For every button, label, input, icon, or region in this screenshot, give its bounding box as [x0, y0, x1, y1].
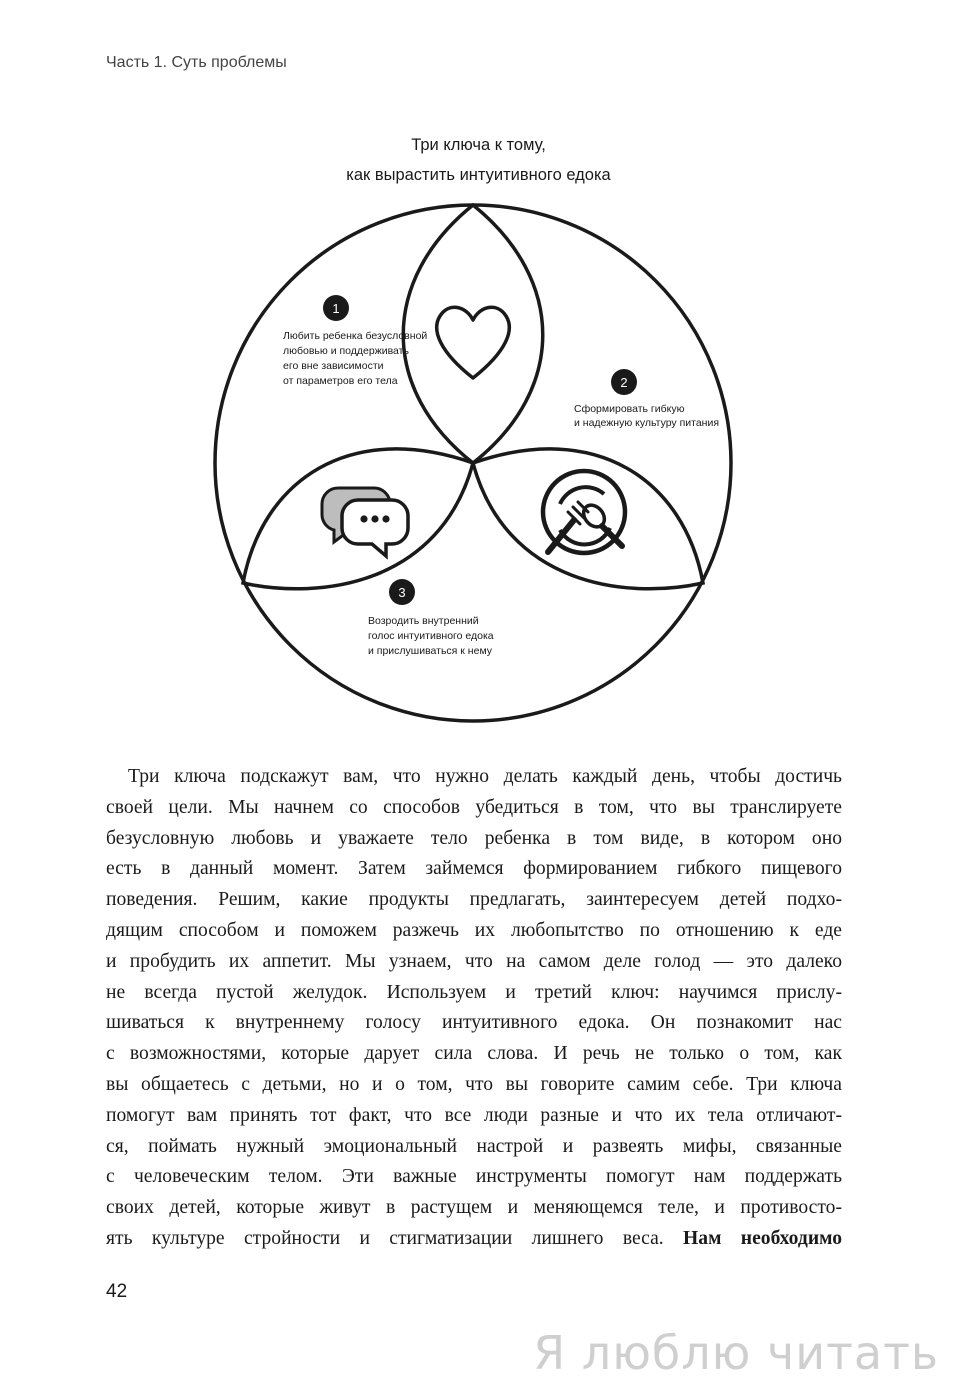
figure-title-line-1: Три ключа к тому,: [411, 136, 546, 154]
key-2-line: и надежную культуру питания: [574, 417, 720, 429]
body-line: своей цели. Мы начнем со способов убедиться в том, что вы транслируете: [106, 796, 842, 818]
body-line: есть в данный момент. Затем займемся формированием гибкого пищевого: [106, 858, 842, 880]
key-3-line: и прислушиваться к нему: [368, 645, 493, 657]
body-last-line-bold: Нам необходимо: [683, 1227, 842, 1249]
svg-text:Сформировать гибкую и на: [574, 403, 719, 429]
heart-icon: [437, 307, 510, 378]
speech-bubbles-icon: [322, 488, 408, 556]
key-3-line: голос интуитивного едока: [368, 630, 494, 642]
key-1-line: Любить ребенка безусловной: [283, 330, 428, 342]
body-line: помогут вам принять тот факт, что все люди разные и что их тела отличают-: [106, 1104, 842, 1126]
body-line: не всегда пустой желудок. Используем и третий ключ: научимся прислу-: [106, 981, 842, 1003]
key-1-line: любовью и поддерживать: [283, 345, 409, 357]
body-line: поведения. Решим, какие продукты предлагать, заинтересуем детей подхо-: [106, 889, 842, 911]
key-1-number: 1: [332, 301, 340, 316]
body-paragraph: [106, 762, 842, 1255]
key-2-line: Сформировать гибкую: [574, 403, 685, 415]
key-2-number: 2: [620, 375, 628, 390]
key-3-line: Возродить внутренний: [368, 615, 479, 627]
body-line: с возможностями, которые дарует сила слова. И речь не только о том, как: [106, 1043, 842, 1065]
running-head: Часть 1. Суть проблемы: [106, 54, 287, 71]
plate-fork-spoon-icon: [543, 471, 625, 553]
key-3-number: 3: [398, 585, 406, 600]
body-line: с человеческим телом. Эти важные инструменты помогут нам поддержать: [106, 1166, 842, 1188]
key-1-line: от параметров его тела: [283, 375, 398, 387]
body-line: Три ключа подскажут вам, что нужно делать каждый день, чтобы достичь: [128, 766, 842, 787]
body-line: ся, поймать нужный эмоциональный настрой и развеять мифы, связанные: [106, 1135, 842, 1157]
key-2: [574, 369, 719, 429]
svg-text:Возродить внутренний гол: [368, 615, 497, 657]
key-1-line: его вне зависимости: [283, 360, 384, 372]
watermark: Я люблю читать: [533, 1326, 939, 1380]
page-number: 42: [106, 1281, 128, 1302]
body-line: дящим способом и поможем разжечь их любопытство по отношению к еде: [106, 919, 842, 941]
body-line: безусловную любовь и уважаете тело ребенка в том виде, в котором оно: [106, 827, 842, 849]
svg-text:Любить ребенка безусловной: [283, 330, 430, 387]
body-line: шиваться к внутреннему голосу интуитивного едока. Он познакомит нас: [106, 1012, 842, 1034]
body-line: своих детей, которые живут в растущем и меняющемся теле, и противосто-: [106, 1197, 842, 1219]
figure-title-line-2: как вырастить интуитивного едока: [346, 166, 611, 184]
body-line: и пробудить их аппетит. Мы узнаем, что на самом деле голод — это далеко: [106, 950, 842, 972]
body-last-line: [106, 1224, 842, 1255]
body-line: вы общаетесь с детьми, но и о том, что вы говорите самим себе. Три ключа: [106, 1073, 842, 1095]
body-last-line-regular: ять культуре стройности и стигматизации лишнего веса.: [106, 1227, 684, 1249]
key-3: [368, 579, 497, 657]
